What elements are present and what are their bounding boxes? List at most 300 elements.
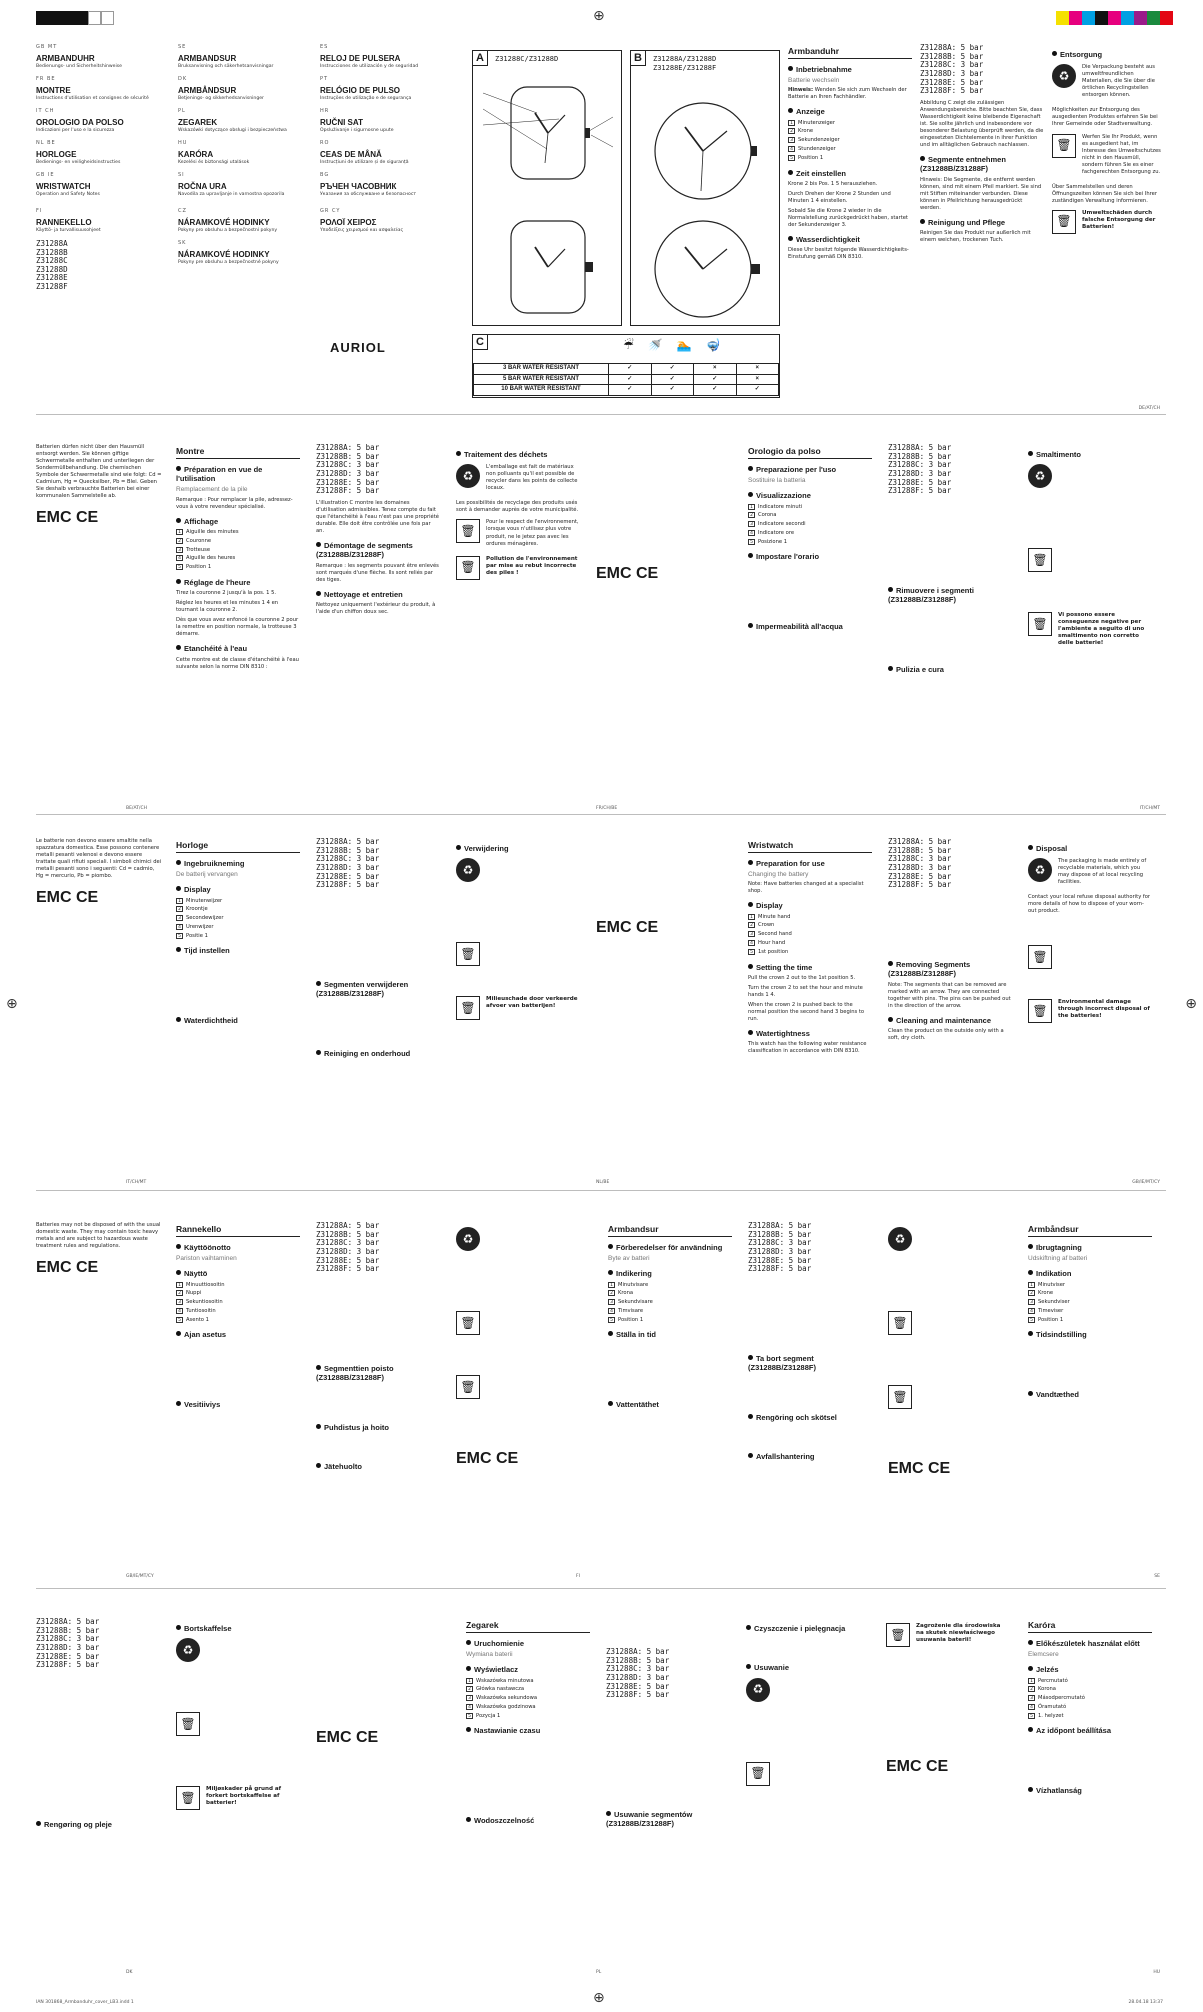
list-item: 4 Stundenzeiger <box>788 146 912 154</box>
list-item: 2 Corona <box>748 512 872 520</box>
display-list <box>176 1282 300 1325</box>
paragraph: Batterien dürfen nicht über den Hausmüll entsorgt werden. Sie können giftige Schwermetalle enthalten und unterliegen der Sondermüllbehandlung. Die chemischen Symbole der Schwermetalle sind wie folgt: Cd = Cadmium, Hg = Quecksilber, Pb = Blei. Geben Sie deshalb verbrauchte Batterien bei einer kommunalen Sammelstelle ab. <box>36 444 162 500</box>
lang-block: DK ARMBÅNDSUR Betjenings- og sikkerhedsanvisninger <box>178 75 264 102</box>
list-item: 5 1st position <box>748 949 872 957</box>
bar-list: Z31288A: 5 bar Z31288B: 5 bar Z31288C: 3 bar Z31288D: 3 bar Z31288E: 5 bar Z31288F: 5 bar <box>316 1222 380 1274</box>
section-title: Rannekello <box>176 1224 300 1237</box>
step: Sobald Sie die Krone 2 wieder in die Normalstellung zurückgedrückt haben, startet der Sekundenzeiger 3. <box>788 207 908 228</box>
bar-list: Z31288A: 5 bar Z31288B: 5 bar Z31288C: 3 bar Z31288D: 3 bar Z31288E: 5 bar Z31288F: 5 bar <box>36 1618 100 1670</box>
section-title: Wristwatch <box>748 840 872 853</box>
paragraph: Möglichkeiten zur Entsorgung des ausgedienten Produktes erfahren Sie bei Ihrer Gemeinde oder Stadtverwaltung. <box>1052 107 1158 128</box>
it-col-3: Smaltimento ♻ 🗑 🗑 Vi possono essere conseguenze negative per l'ambiente a seguito di uno smaltimento non corretto delle batterie! <box>1028 444 1156 652</box>
list-item: 1 Percmutató <box>1028 1678 1152 1686</box>
list-item: 4 Timvisare <box>608 1308 732 1316</box>
table-row: 10 BAR WATER RESISTANT ✓ ✓ ✓ ✓ <box>474 385 779 396</box>
step: Turn the crown 2 to set the hour and minute hands 1 4. <box>748 984 863 998</box>
step: Réglez les heures et les minutes 1 4 en tournant la couronne 2. <box>176 600 279 614</box>
diagram-a <box>472 50 622 326</box>
it-col-2 <box>888 444 1016 677</box>
note: Hinweis: Wenden Sie sich zum Wechseln der Batterie an Ihren Fachhändler. <box>788 87 907 101</box>
list-item: 3 Sekuntiosoitin <box>176 1299 300 1307</box>
recycle-icon: ♻ <box>456 464 480 488</box>
de-cont-col <box>36 444 166 536</box>
nl-col-4 <box>596 838 716 946</box>
se-col-3 <box>888 1222 1016 1487</box>
list-item: 5 Pozycja 1 <box>466 1713 590 1721</box>
crossed-bin-icon: 🗑 <box>176 1786 200 1810</box>
heading: Preparazione per l'uso <box>748 465 872 474</box>
dk-col-2 <box>36 1618 166 1832</box>
list-item: 5 Position 1 <box>1028 1317 1152 1325</box>
page-number: IT/CH/MT <box>1139 806 1160 812</box>
page-number: FR/CH/BE <box>596 806 618 812</box>
lang-block: SK NÁRAMKOVÉ HODINKY Pokyny pre obsluhu a bezpečnostné pokyny <box>178 239 279 266</box>
table-row: 5 BAR WATER RESISTANT ✓ ✓ ✓ × <box>474 374 779 385</box>
list-item: 4 Wskazówka godzinowa <box>466 1704 590 1712</box>
display-list <box>608 1282 732 1325</box>
list-item: 3 Sekundvisare <box>608 1299 732 1307</box>
heading: Visualizzazione <box>748 491 872 500</box>
heading: Wasserdichtigkeit <box>788 235 912 244</box>
se-col-2 <box>748 1222 876 1464</box>
lang-block: ES RELOJ DE PULSERA Instrucciones de utilización y de seguridad <box>320 44 419 70</box>
page-number: BE/AT/CH <box>126 806 147 812</box>
subheading: Udskiftning af batteri <box>1028 1255 1088 1262</box>
lang-block: CZ NÁRAMKOVÉ HODINKY Pokyny pro obsluhu a bezpečnostní pokyny <box>178 207 278 234</box>
pl-col-3 <box>746 1618 874 1791</box>
step: Krone 2 bis Pos. 1 5 herausziehen. <box>788 180 878 187</box>
fr-col-4 <box>596 444 716 592</box>
subheading: Byte av batteri <box>608 1255 650 1262</box>
heading: Tijd instellen <box>176 946 300 955</box>
heading: Usuwanie <box>746 1663 870 1672</box>
lang-block: RO CEAS DE MÂNĂ Instrucțiuni de utilizare și de siguranță <box>320 139 409 166</box>
crossed-bin-icon: 🗑 <box>456 996 480 1020</box>
emc-ce-mark: EMC CE <box>36 1259 99 1277</box>
section-title: Karóra <box>1028 1620 1152 1633</box>
water-activity-icons: ☔🚿🏊🤿 <box>623 338 735 352</box>
list-item: 2 Krona <box>608 1290 732 1298</box>
pl-col-2 <box>606 1618 734 1832</box>
crosshair-left-mark: ⊕ <box>6 996 18 1012</box>
display-list <box>1028 1678 1152 1721</box>
recycle-icon: ♻ <box>1052 64 1076 88</box>
paragraph: Cette montre est de classe d'étanchéité à l'eau suivante selon la norme DIN 8310 : <box>176 656 299 670</box>
page-number: DK <box>126 1970 133 1976</box>
pl-col-4: 🗑 Zagrożenie dla środowiska na skutek niewłaściwego usuwania baterii! EMC CE <box>886 1618 1014 1785</box>
crossed-bin-icon: 🗑 <box>1052 134 1076 158</box>
list-item: 2 Kroontje <box>176 906 300 914</box>
row-4 <box>36 1222 1166 1582</box>
list-item: 3 Wskazówka sekundowa <box>466 1695 590 1703</box>
bar-list: Z31288A: 5 bar Z31288B: 5 bar Z31288C: 3 bar Z31288D: 3 bar Z31288E: 5 bar Z31288F: 5 bar <box>316 838 380 890</box>
crosshair-right-mark: ⊕ <box>1185 996 1197 1012</box>
lang-block: HU KARÓRA Kezelési és biztonsági utalások <box>178 139 250 166</box>
bar-list: Z31288A: 5 bar Z31288B: 5 bar Z31288C: 3 bar Z31288D: 3 bar Z31288E: 5 bar Z31288F: 5 bar <box>888 838 952 890</box>
heading: Inbetriebnahme <box>788 65 912 74</box>
recycle-icon: ♻ <box>746 1678 770 1702</box>
list-item: 5 Position 1 <box>176 564 300 572</box>
heading: Az időpont beállítása <box>1028 1726 1152 1735</box>
list-item: 3 Indicatore secondi <box>748 521 872 529</box>
list-item: 5 Position 1 <box>608 1317 732 1325</box>
list-item: 1 Minutvisare <box>608 1282 732 1290</box>
emc-ce-mark: EMC CE <box>596 565 659 582</box>
print-timestamp: 28.04.18 13:37 <box>1128 2000 1163 2006</box>
model-list: Z31288A Z31288B Z31288C Z31288D Z31288E Z31288F <box>36 238 68 292</box>
bar-list: Z31288A: 5 bar Z31288B: 5 bar Z31288C: 3 bar Z31288D: 3 bar Z31288E: 5 bar Z31288F: 5 bar <box>888 444 952 496</box>
page-number: HU <box>1153 1970 1160 1976</box>
heading: Anzeige <box>788 107 912 116</box>
recycle-icon: ♻ <box>888 1227 912 1251</box>
list-item: 3 Trotteuse <box>176 547 300 555</box>
recycle-icon: ♻ <box>456 858 480 882</box>
cover-languages-col3 <box>320 44 460 240</box>
list-item: 4 Indicatore ore <box>748 530 872 538</box>
subheading: De batterij vervangen <box>176 871 238 878</box>
lang-block: HR RUČNI SAT Opsluživanje i sigurnosne upute <box>320 107 394 134</box>
heading: Segmenttien poisto (Z31288B/Z31288F) <box>316 1363 394 1383</box>
crosshair-top-mark: ⊕ <box>593 8 605 24</box>
step: Dès que vous avez enfoncé la couronne 2 pour la remettre en position normale, la trotteuse 3 démarre. <box>176 617 299 638</box>
row-divider <box>36 414 1166 415</box>
heading: Preparation for use <box>748 859 872 868</box>
section-title: Armbanduhr <box>788 46 912 59</box>
crossed-bin-icon: 🗑 <box>1028 548 1052 572</box>
page-number: FI <box>576 1574 580 1580</box>
nl-col-3: Verwijdering ♻ 🗑 🗑 Milieuschade door verkeerde afvoer van batterijen! <box>456 838 584 1025</box>
heading: Käyttöönotto <box>176 1243 300 1252</box>
registration-bar-left <box>36 11 114 25</box>
water-resistance-table <box>473 363 779 396</box>
heading: Verwijdering <box>456 844 580 853</box>
paragraph: Note: The segments that can be removed are marked with an arrow. They are connected together with pins. The pins can be pushed out in the direction of the arrow. <box>888 981 1011 1009</box>
fr-col-2 <box>316 444 444 619</box>
step: When the crown 2 is pushed back to the normal position the second hand 3 begins to run. <box>748 1001 865 1022</box>
dk-col-4 <box>316 1618 444 1756</box>
paragraph: Contact your local refuse disposal authority for more details of how to dispose of your worn-out product. <box>1028 894 1151 915</box>
subheading: Sostituire la batteria <box>748 477 806 484</box>
list-item: 5 Positie 1 <box>176 933 300 941</box>
display-list <box>176 898 300 941</box>
section-title: Orologio da polso <box>748 446 872 459</box>
section-title: Armbåndsur <box>1028 1224 1152 1237</box>
bar-list: Z31288A: 5 bar Z31288B: 5 bar Z31288C: 3 bar Z31288D: 3 bar Z31288E: 5 bar Z31288F: 5 bar <box>920 44 984 96</box>
bar-list: Z31288A: 5 bar Z31288B: 5 bar Z31288C: 3 bar Z31288D: 3 bar Z31288E: 5 bar Z31288F: 5 bar <box>748 1222 812 1274</box>
fi-col-3 <box>456 1222 584 1477</box>
list-item: 4 Hour hand <box>748 940 872 948</box>
list-item: 4 Óramutató <box>1028 1704 1152 1712</box>
watch-illustration-a <box>473 51 623 327</box>
heading: Uruchomienie <box>466 1639 590 1648</box>
list-item: 1 Wskazówka minutowa <box>466 1678 590 1686</box>
heading: Jelzés <box>1028 1665 1152 1674</box>
crossed-bin-icon: 🗑 <box>456 1375 480 1399</box>
paragraph: Diese Uhr besitzt folgende Wasserdichtigkeits-Einstufung gemäß DIN 8310. <box>788 247 909 261</box>
heading: Display <box>176 885 300 894</box>
heading: Wyświetlacz <box>466 1665 590 1674</box>
heading: Segmenten verwijderen (Z31288B/Z31288F) <box>316 979 409 999</box>
section-title: Zegarek <box>466 1620 590 1633</box>
emc-ce-mark: EMC CE <box>596 919 659 936</box>
recycle-icon: ♻ <box>1028 464 1052 488</box>
crossed-bin-icon: 🗑 <box>456 519 480 543</box>
list-item: 1 Minutenzeiger <box>788 120 912 128</box>
subheading: Elemcsere <box>1028 1651 1059 1658</box>
section-title: Armbandsur <box>608 1224 732 1237</box>
heading: Zeit einstellen <box>788 169 912 178</box>
heading: Nastawianie czasu <box>466 1726 590 1735</box>
heading: Tidsindstilling <box>1028 1330 1152 1339</box>
cover-languages-col2 <box>178 44 318 272</box>
print-footer: IAN 301868_Armbanduhr_cover_LB3.indd 1 <box>36 2000 134 2006</box>
heading: Setting the time <box>748 963 872 972</box>
heading: Ibrugtagning <box>1028 1243 1152 1252</box>
paragraph: Le batterie non devono essere smaltite nella spazzatura domestica. Esse possono contenere metalli pesanti velenosi e devono essere trattate quali rifiuti speciali. I simboli chimici dei metalli pesanti sono i seguenti: Cd = cadmio, Hg = mercurio, Pb = piombo. <box>36 838 162 880</box>
list-item: 4 Timeviser <box>1028 1308 1152 1316</box>
heading: Démontage de segments (Z31288B/Z31288F) <box>316 540 413 560</box>
heading: Vattentäthet <box>608 1400 732 1409</box>
step: Durch Drehen der Krone 2 Stunden und Minuten 1 4 einstellen. <box>788 190 891 204</box>
heading: Réglage de l'heure <box>176 578 300 587</box>
paragraph: Reinigen Sie das Produkt nur außerlich mit einem weichen, trockenen Tuch. <box>920 230 1031 244</box>
brand-logo: AURIOL <box>330 340 386 355</box>
page-number: GB/IE/MT/CY <box>126 1574 154 1580</box>
lang-block: NL BE HORLOGE Bedienings- en veiligheidsinstructies <box>36 139 121 166</box>
list-item: 3 Sekundviser <box>1028 1299 1152 1307</box>
heading: Ajan asetus <box>176 1330 300 1339</box>
emc-ce-mark: EMC CE <box>888 1460 951 1477</box>
diagram-a-title: Z31288C/Z31288D <box>495 55 559 63</box>
heading: Rengøring og pleje <box>36 1820 162 1829</box>
row-cover <box>36 44 1166 414</box>
fr-col-1 <box>176 444 304 674</box>
heading: Rengöring och skötsel <box>748 1413 872 1422</box>
row-5 <box>36 1618 1166 1978</box>
de-col-1 <box>788 44 916 264</box>
subheading: Changing the battery <box>748 871 809 878</box>
dk-col-1 <box>1028 1222 1156 1402</box>
list-item: 2 Krone <box>1028 1290 1152 1298</box>
crossed-bin-icon: 🗑 <box>888 1311 912 1335</box>
page-number: PL <box>596 1970 602 1976</box>
lang-block: SE ARMBANDSUR Bruksanvisning och säkerhetsanvisningar <box>178 44 274 70</box>
heading: Pulizia e cura <box>888 665 1012 674</box>
diagram-a-label: A <box>472 50 488 66</box>
heading: Indikering <box>608 1269 732 1278</box>
heading: Vandtæthed <box>1028 1390 1152 1399</box>
heading: Usuwanie segmentów (Z31288B/Z31288F) <box>606 1809 693 1829</box>
heading: Rimuovere i segmenti (Z31288B/Z31288F) <box>888 585 974 605</box>
crossed-bin-icon: 🗑 <box>456 942 480 966</box>
lang-block: FR BE MONTRE Instructions d'utilisation et consignes de sécurité <box>36 75 149 102</box>
page-number: GB/IE/MT/CY <box>1132 1180 1160 1186</box>
diagram-b <box>630 50 780 326</box>
row-3 <box>36 838 1166 1188</box>
subheading: Pariston vaihtaminen <box>176 1255 237 1262</box>
list-item: 5 Posizione 1 <box>748 539 872 547</box>
diagram-c <box>472 334 780 398</box>
lang-block: PL ZEGAREK Wskazówki dotyczące obsługi i bezpieczeństwa <box>178 107 287 134</box>
heading: Näyttö <box>176 1269 300 1278</box>
heading: Segmente entnehmen (Z31288B/Z31288F) <box>920 154 1006 174</box>
gb-col-3: Disposal ♻ The packaging is made entirely of recyclable materials, which you may dispose of at local recycling facilities. Contact your local refuse disposal authority for more details of how to dispose of your worn-out product. 🗑 🗑 Environmental damage through incorrect disposal of the batteries! <box>1028 838 1156 1028</box>
nl-col-2 <box>316 838 444 1061</box>
de-col-3: Entsorgung ♻ Die Verpackung besteht aus umweltfreundlichen Materialien, die Sie über die örtlichen Recyclingstellen entsorgen können. Möglichkeiten zur Entsorgung des ausgedienten Produktes erfahren Sie bei Ihrer Gemeinde oder Stadtverwaltung. 🗑 Werfen Sie Ihr Produkt, wenn es ausgedient hat, im Interesse des Umweltschutzes nicht in den Hausmüll, sondern führen Sie es einer fachgerechten Entsorgung zu. Über Sammelstellen und deren Öffnungszeiten können Sie sich bei Ihrer zuständigen Verwaltung informieren. 🗑 Umweltschäden durch falsche Entsorgung der Batterien! <box>1052 44 1166 239</box>
heading: Cleaning and maintenance <box>888 1016 1012 1025</box>
step: Tirez la couronne 2 jusqu'à la pos. 1 5. <box>176 590 277 597</box>
display-list <box>748 504 872 547</box>
heading: Ta bort segment (Z31288B/Z31288F) <box>748 1353 816 1373</box>
list-item: 2 Crown <box>748 922 872 930</box>
heading: Előkészületek használat előtt <box>1028 1639 1152 1648</box>
bar-list: Z31288A: 5 bar Z31288B: 5 bar Z31288C: 3 bar Z31288D: 3 bar Z31288E: 5 bar Z31288F: 5 bar <box>606 1647 670 1700</box>
page-number: NL/BE <box>596 1180 610 1186</box>
fi-col-2 <box>316 1222 444 1474</box>
emc-ce-mark: EMC CE <box>316 1729 379 1746</box>
list-item: 3 Secondewijzer <box>176 915 300 923</box>
heading: Avfallshantering <box>748 1452 872 1461</box>
section-title: Montre <box>176 446 300 459</box>
lang-block: GB MT ARMBANDUHR Bedienungs- und Sicherheitshinweise <box>36 44 123 70</box>
paragraph: Les possibilités de recyclage des produits usés sont à demander auprès de votre municipalité. <box>456 500 579 514</box>
heading: Reiniging en onderhoud <box>316 1049 440 1058</box>
list-item: 1 Minutviser <box>1028 1282 1152 1290</box>
recycle-icon: ♻ <box>176 1638 200 1662</box>
list-item: 2 Nuppi <box>176 1290 300 1298</box>
paragraph: Nettoyez uniquement l'extérieur du produit, à l'aide d'un chiffon doux sec. <box>316 602 436 616</box>
crossed-bin-icon: 🗑 <box>1028 945 1052 969</box>
pl-col-1 <box>466 1618 594 1828</box>
paragraph: Clean the product on the outside only with a soft, dry cloth. <box>888 1027 1004 1041</box>
row-divider <box>36 1190 1166 1191</box>
heading: Watertightness <box>748 1029 872 1038</box>
emc-ce-mark: EMC CE <box>456 1450 519 1467</box>
crossed-bin-icon: 🗑 <box>1028 999 1052 1023</box>
lang-block: SI ROČNA URA Navodila za upravljanje in varnostna opozorila <box>178 171 285 198</box>
crossed-bin-icon: 🗑 <box>456 1311 480 1335</box>
crosshair-bottom-mark: ⊕ <box>593 1990 605 2006</box>
display-list <box>466 1678 590 1721</box>
gb-col-2 <box>888 838 1016 1045</box>
paragraph: Remarque : les segments pouvant être enlevés sont marqués d'une flèche. Ils sont reliés par des tiges. <box>316 562 439 583</box>
note: Remarque : Pour remplacer la pile, adressez-vous à votre revendeur spécialisé. <box>176 496 293 510</box>
emc-ce-mark: EMC CE <box>886 1758 949 1775</box>
list-item: 3 Second hand <box>748 931 872 939</box>
page-number: IT/CH/MT <box>126 1180 147 1186</box>
lang-block: IT CH OROLOGIO DA POLSO Indicazioni per l'uso e la sicurezza <box>36 107 124 134</box>
subheading: Remplacement de la pile <box>176 486 248 494</box>
diagram-b-title: Z31288A/Z31288D Z31288E/Z31288F <box>653 55 717 72</box>
list-item: 4 Tuntiosoitin <box>176 1308 300 1316</box>
it-col-1 <box>748 444 876 634</box>
de-col-2 <box>920 44 1048 247</box>
heading: Puhdistus ja hoito <box>316 1423 440 1432</box>
heading: Préparation en vue de l'utilisation <box>176 464 263 483</box>
registration-bar-right <box>1056 11 1173 25</box>
heading: Indikation <box>1028 1269 1152 1278</box>
paragraph: Abbildung C zeigt die zulässigen Anwendungsbereiche. Bitte beachten Sie, dass Wasserdichtigkeit keine bleibende Eigenschaft ist. Sie sollte jährlich und insbesondere vor besonderer Belastung überprüft werden, da die eingesetzten Dichtelemente in ihrer Funktion und im alltäglichen Gebrauch nachlassen. <box>920 99 1044 148</box>
list-item: 1 Minuuttiosoitin <box>176 1282 300 1290</box>
heading: Vesitiiviys <box>176 1400 300 1409</box>
lang-block: GB IE WRISTWATCH Operation and Safety Notes <box>36 171 100 198</box>
emc-ce-mark: EMC CE <box>36 889 99 907</box>
crossed-bin-icon: 🗑 <box>1028 612 1052 636</box>
crossed-bin-icon: 🗑 <box>886 1623 910 1647</box>
heading: Traitement des déchets <box>456 450 580 459</box>
paragraph: L'illustration C montre les domaines d'utilisation admissibles. Tenez compte du fait que l'étanchéité à l'eau n'est pas une propriété durable. Elle doit être contrôlée une fois par an. <box>316 499 439 534</box>
page-number: DE/AT/CH <box>1138 406 1160 412</box>
nl-col-1 <box>176 838 304 1028</box>
paragraph: Hinweis: Die Segmente, die entfernt werden können, sind mit einem Pfeil markiert. Sie sind mit Stiften miteinander verbunden. Diese können in Pfeilrichtung herausgedrückt werden. <box>920 176 1042 211</box>
crossed-bin-icon: 🗑 <box>1052 210 1076 234</box>
crossed-bin-icon: 🗑 <box>176 1712 200 1736</box>
list-item: 2 Couronne <box>176 538 300 546</box>
heading: Smaltimento <box>1028 450 1152 459</box>
paragraph: Über Sammelstellen und deren Öffnungszeiten können Sie sich bei Ihrer zuständigen Verwaltung informieren. <box>1052 183 1157 204</box>
watch-illustration-b <box>631 51 781 327</box>
heading: Ställa in tid <box>608 1330 732 1339</box>
heading: Förberedelser för användning <box>608 1243 732 1252</box>
list-item: 5 1. helyzet <box>1028 1713 1152 1721</box>
heading: Disposal <box>1028 844 1152 853</box>
display-list <box>748 914 872 957</box>
heading: Vízhatlanság <box>1028 1786 1152 1795</box>
lang-block: GR CY ΡΟΛΟΪ ΧΕΙΡΟΣ Υποδείξεις χειρισμού και ασφαλείας <box>320 207 404 234</box>
row-2 <box>36 444 1166 814</box>
display-list <box>176 529 300 572</box>
heading: Etanchéité à l'eau <box>176 644 300 653</box>
page-number: SE <box>1154 1574 1160 1580</box>
heading: Czyszczenie i pielęgnacja <box>746 1624 870 1633</box>
heading: Entsorgung <box>1052 50 1162 59</box>
fr-col-3: Traitement des déchets ♻ L'emballage est fait de matériaux non polluants qu'il est possible de recycler dans les points de collecte locaux. Les possibilités de recyclage des produits usés sont à demander auprès de votre municipalité. 🗑 Pour le respect de l'environnement, lorsque vous n'utilisez plus votre produit, ne le jetez pas avec les ordures ménagères. 🗑 Pollution de l'environnement par mise au rebut incorrecte des piles ! <box>456 444 584 585</box>
se-col-1 <box>608 1222 736 1412</box>
list-item: 1 Aiguille des minutes <box>176 529 300 537</box>
step: Pull the crown 2 out to the 1st position 5. <box>748 974 856 981</box>
heading: Impermeabilità all'acqua <box>748 622 872 631</box>
list-item: 1 Indicatore minuti <box>748 504 872 512</box>
fi-col-1 <box>176 1222 304 1412</box>
list-item: 2 Główka nastawcza <box>466 1686 590 1694</box>
list-item: 2 Krone <box>788 128 912 136</box>
subheading: Batterie wechseln <box>788 77 840 84</box>
heading: Removing Segments (Z31288B/Z31288F) <box>888 959 971 979</box>
list-item: 2 Korona <box>1028 1686 1152 1694</box>
recycle-icon: ♻ <box>1028 858 1052 882</box>
crossed-bin-icon: 🗑 <box>456 556 480 580</box>
it-cont-col <box>36 838 166 916</box>
heading: Display <box>748 901 872 910</box>
dk-col-3: Bortskaffelse ♻ 🗑 🗑 Miljøskader på grund af forkert bortskaffelse af batterier! <box>176 1618 304 1815</box>
list-item: 3 Sekundenzeiger <box>788 137 912 145</box>
section-title: Horloge <box>176 840 300 853</box>
paragraph: This watch has the following water resistance classification in accordance with DIN 8310. <box>748 1041 867 1055</box>
paragraph: Batteries may not be disposed of with the usual domestic waste. They may contain toxic heavy metals and are subject to hazardous waste treatment rules and regulations. <box>36 1222 161 1250</box>
list-item: 1 Minute hand <box>748 914 872 922</box>
list-item: 5 Asento 1 <box>176 1317 300 1325</box>
list-item: 4 Aiguille des heures <box>176 555 300 563</box>
subheading: Wymiana baterii <box>466 1651 513 1658</box>
gb-cont-col <box>36 1222 166 1286</box>
lang-block: BG РЪЧЕН ЧАСОВНИК Указания за обслужване и безопасност <box>320 171 417 198</box>
diagram-c-label: C <box>472 334 488 350</box>
cover-languages-col1 <box>36 44 176 292</box>
row-divider <box>36 1588 1166 1589</box>
lang-block: PT RELÓGIO DE PULSO Instruções de utilização e de segurança <box>320 75 412 102</box>
heading: Wodoszczelność <box>466 1816 590 1825</box>
row-divider <box>36 814 1166 815</box>
